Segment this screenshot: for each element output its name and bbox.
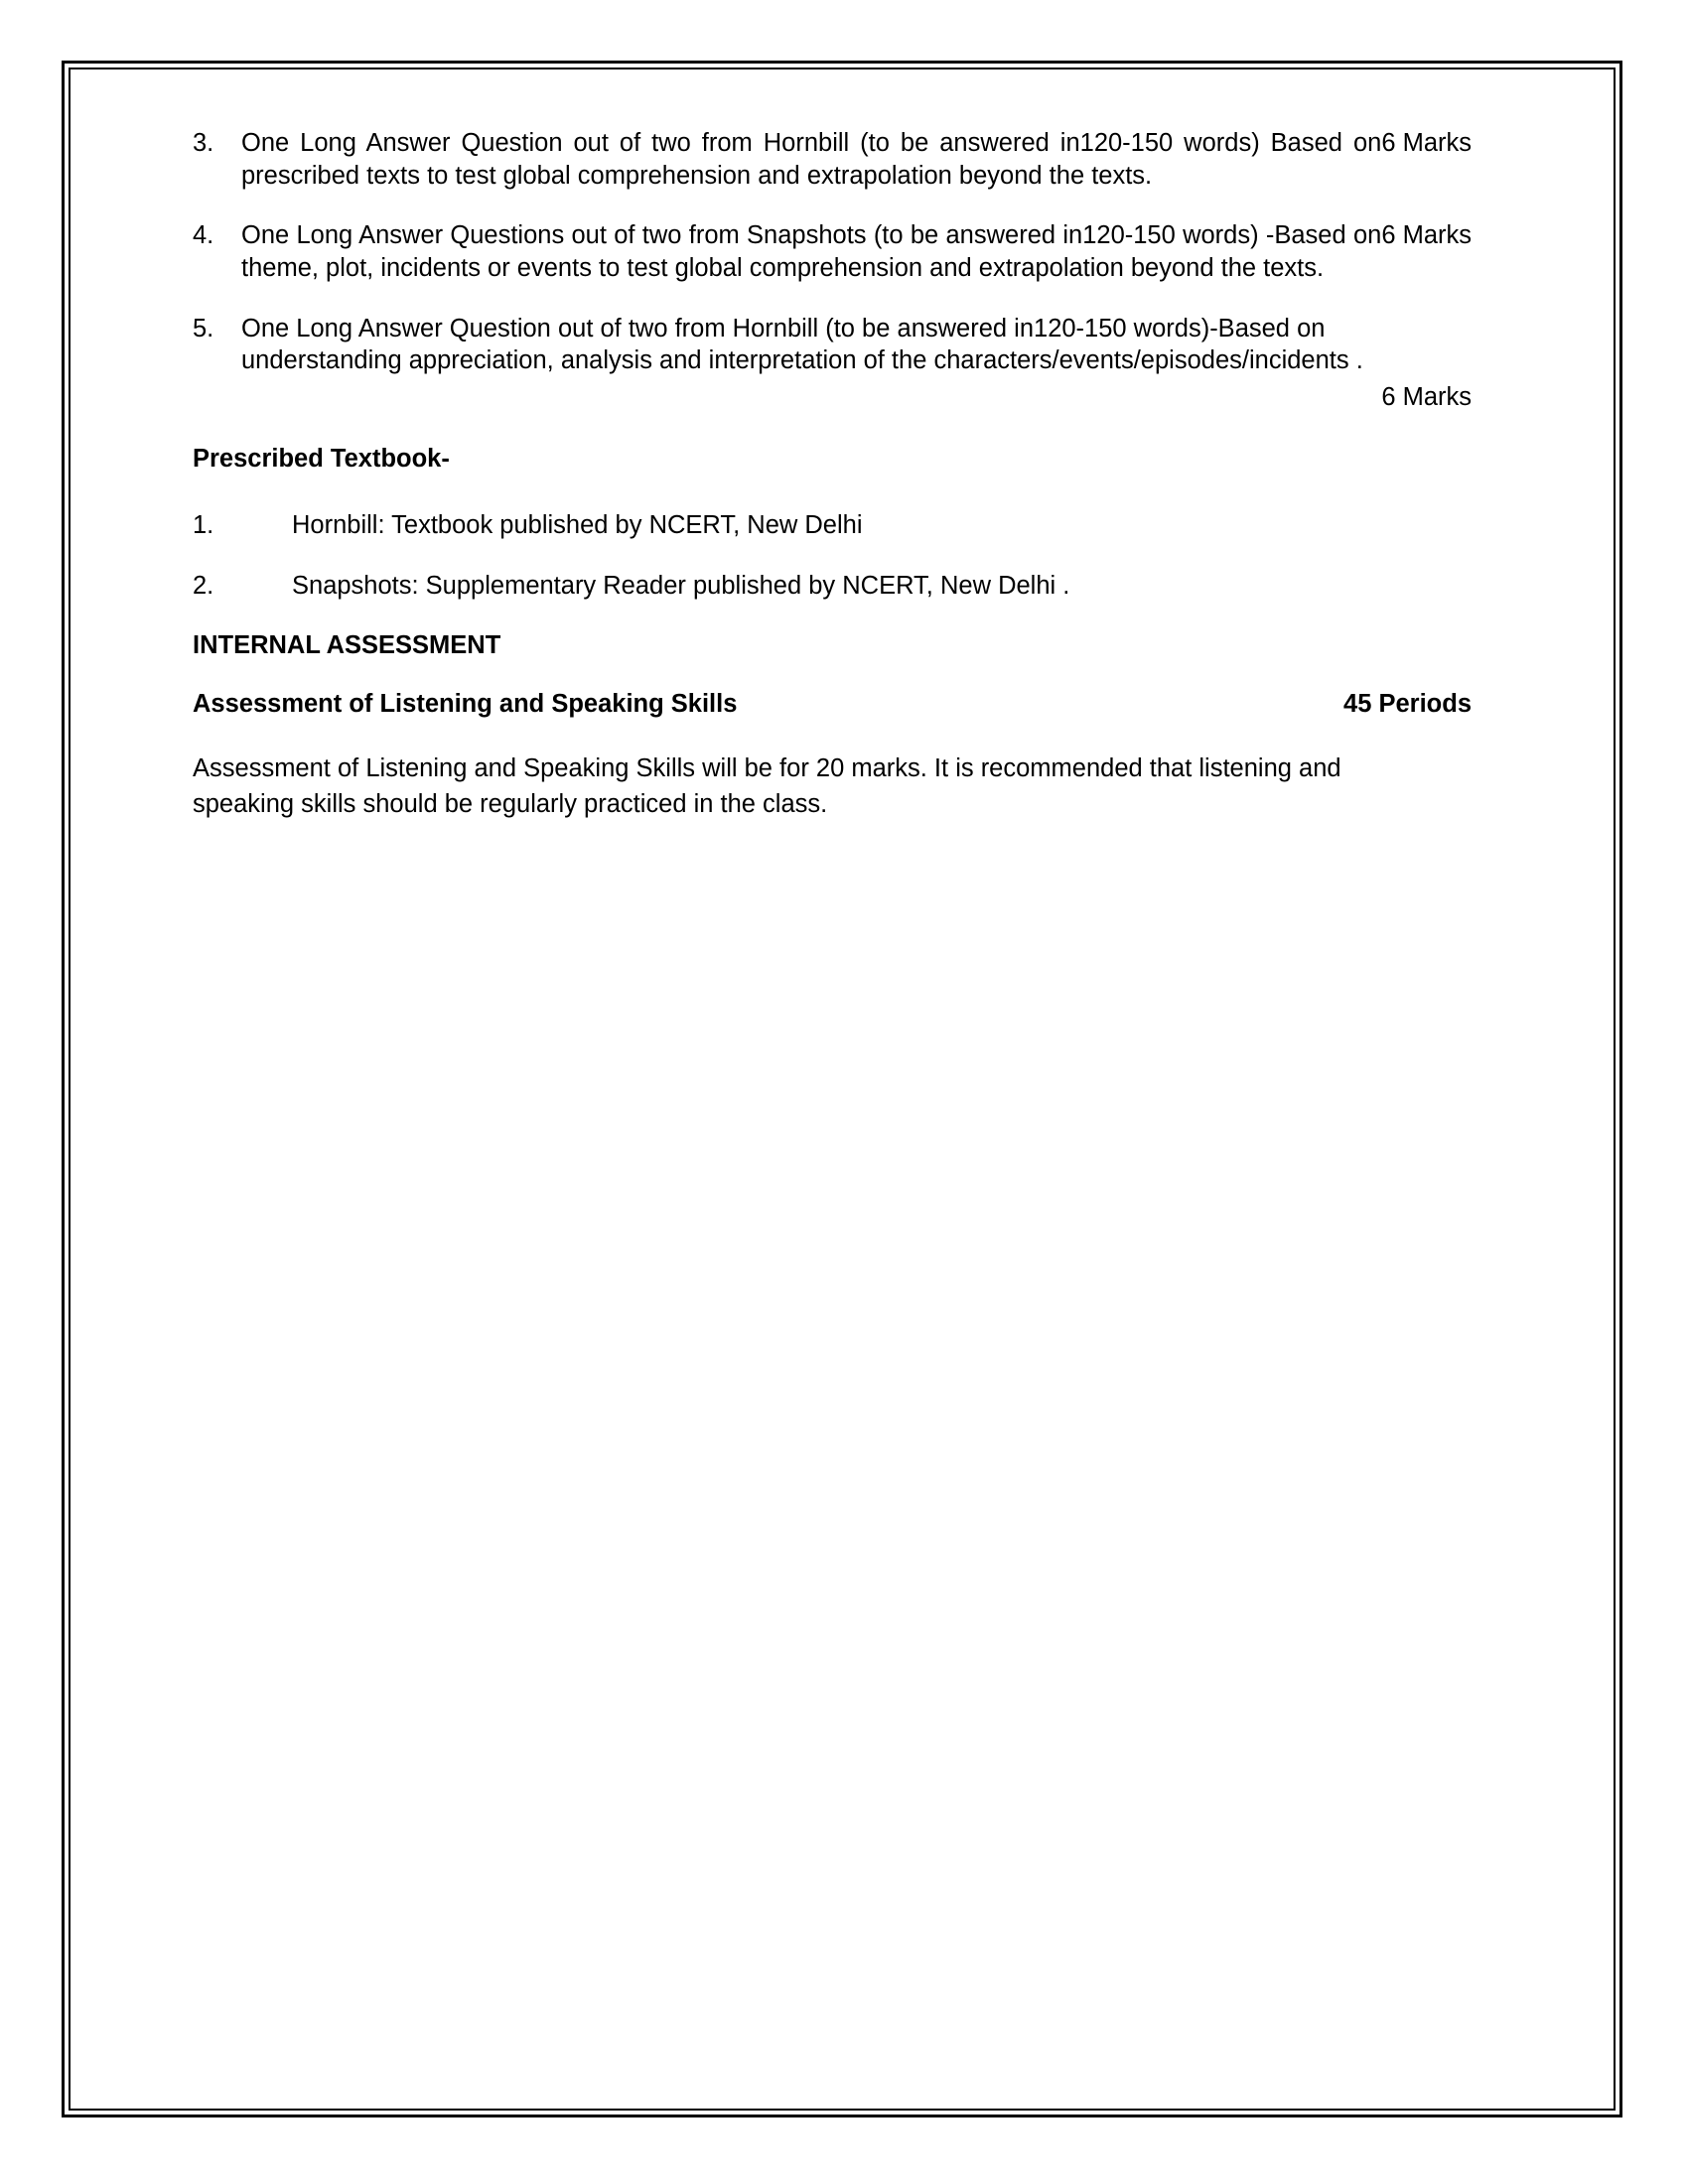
exam-item-marks: 6 Marks — [1381, 221, 1472, 250]
exam-item — [193, 219, 1472, 284]
exam-item-text — [241, 313, 1472, 414]
assessment-heading-row — [193, 688, 1472, 721]
exam-item-marks: 6 Marks — [1381, 382, 1472, 411]
exam-item-description: One Long Answer Question out of two from Hornbill (to be answered in120-150 words)-Based on understanding appreciation, analysis and interpretation of the characters/events/episodes/incidents . — [241, 314, 1363, 375]
textbook-list-item — [193, 509, 1472, 542]
assessment-paragraph: Assessment of Listening and Speaking Skills will be for 20 marks. It is recommended that listening and speaking skills should be regularly practiced in the class. — [193, 753, 1341, 818]
exam-item-marks: 6 Marks — [1381, 129, 1472, 157]
textbook-list-item — [193, 570, 1472, 603]
exam-item-number: 4. — [193, 221, 214, 250]
exam-item-number: 3. — [193, 129, 214, 157]
page-content — [193, 127, 1472, 822]
assessment-heading-periods: 45 Periods — [1343, 689, 1472, 718]
textbook-item-number: 1. — [193, 511, 214, 539]
exam-item-text — [241, 219, 1472, 284]
textbook-item-number: 2. — [193, 571, 214, 600]
internal-assessment-heading: INTERNAL ASSESSMENT — [193, 631, 501, 660]
exam-item-description: One Long Answer Questions out of two from Snapshots (to be answered in120-150 words) -Based on theme, plot, incidents or events to test global comprehension and extrapolation beyond the texts. — [241, 221, 1382, 282]
exam-item — [193, 313, 1472, 414]
prescribed-textbook-heading: Prescribed Textbook- — [193, 445, 450, 474]
exam-item-text — [241, 127, 1472, 192]
exam-item-description: One Long Answer Question out of two from Hornbill (to be answered in120-150 words) Based on prescribed texts to test global comprehension and extrapolation beyond the texts. — [241, 129, 1382, 190]
textbook-item-text: Hornbill: Textbook published by NCERT, New Delhi — [292, 511, 863, 539]
exam-item — [193, 127, 1472, 192]
exam-item-number: 5. — [193, 314, 214, 342]
textbook-item-text: Snapshots: Supplementary Reader published by NCERT, New Delhi . — [292, 571, 1070, 600]
assessment-heading-title: Assessment of Listening and Speaking Skills — [193, 689, 738, 718]
